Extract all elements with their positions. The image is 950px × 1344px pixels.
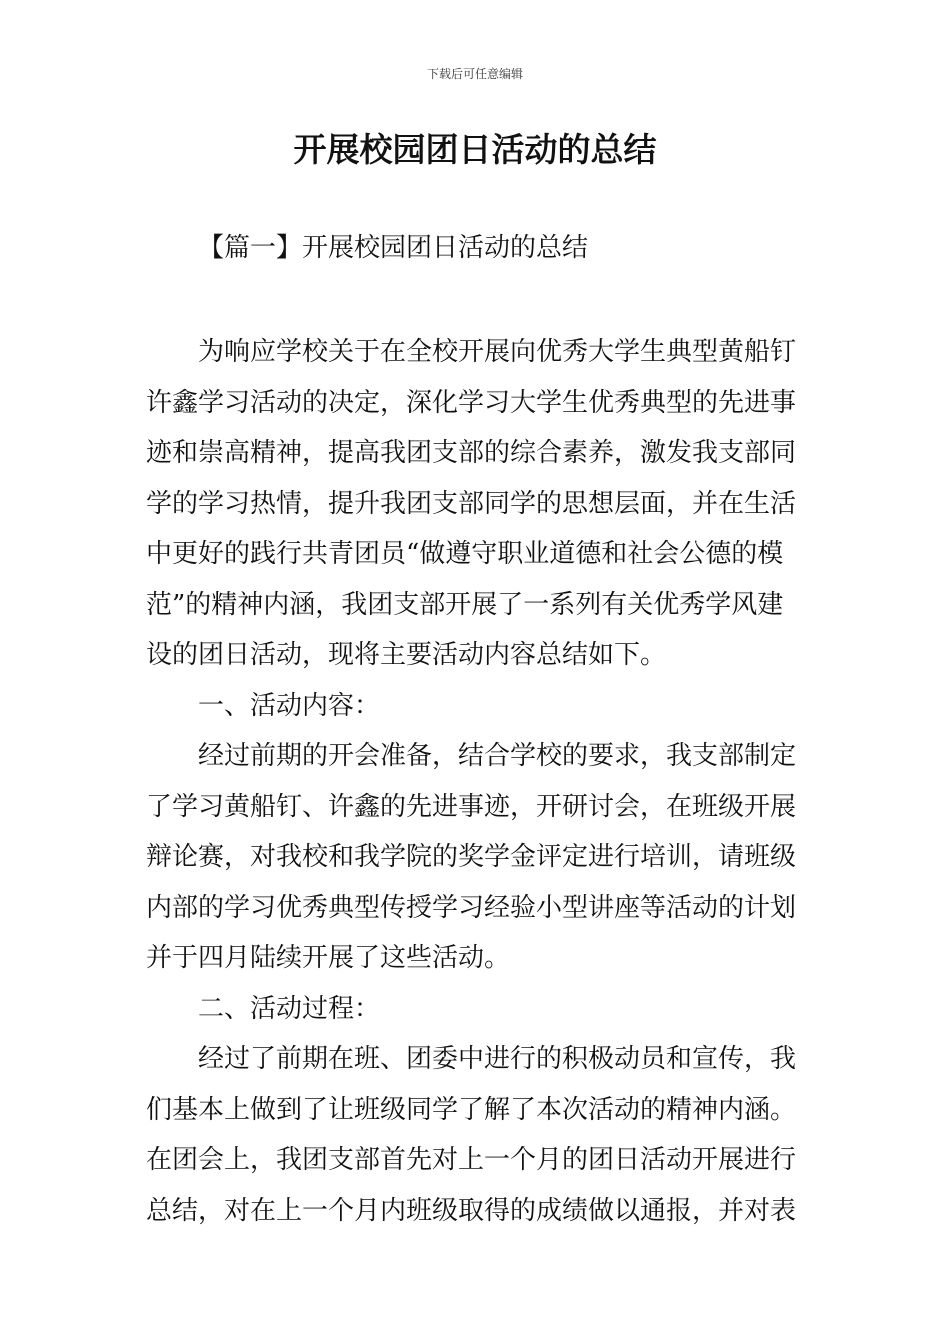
paragraph-activity-process: 经过了前期在班、团委中进行的积极动员和宣传，我们基本上做到了让班级同学了解了本次活动的精神内涵。在团会上，我团支部首先对上一个月的团日活动开展进行总结，对在上一个月内班级取得的成绩做以通报，并对表 [146, 1044, 797, 1226]
document-body [146, 327, 806, 1236]
document-title: 开展校园团日活动的总结 [293, 130, 657, 169]
subheading-activity-content: 一、活动内容： [198, 690, 381, 721]
header-note: 下载后可任意编辑 [426, 67, 523, 81]
subheading-activity-process: 二、活动过程： [198, 993, 381, 1024]
section-heading: 【篇一】开展校园团日活动的总结 [198, 233, 589, 263]
paragraph-activity-content: 经过前期的开会准备，结合学校的要求，我支部制定了学习黄船钉、许鑫的先进事迹，开研讨会，在班级开展辩论赛，对我校和我学院的奖学金评定进行培训，请班级内部的学习优秀典型传授学习经验小型讲座等活动的计划并于四月陆续开展了这些活动。 [146, 741, 797, 973]
paragraph-intro: 为响应学校关于在全校开展向优秀大学生典型黄船钉许鑫学习活动的决定，深化学习大学生优秀典型的先进事迹和崇高精神，提高我团支部的综合素养，激发我支部同学的学习热情，提升我团支部同学的思想层面，并在生活中更好的践行共青团员“做遵守职业道德和社会公德的模范”的精神内涵，我团支部开展了一系列有关优秀学风建设的团日活动，现将主要活动内容总结如下。 [146, 337, 797, 670]
